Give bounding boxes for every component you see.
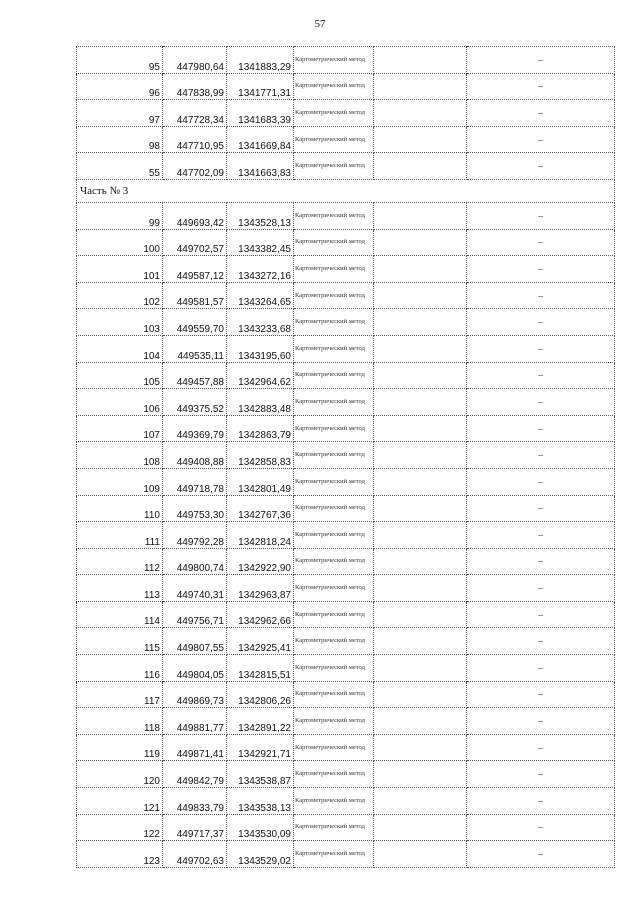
empty-cell — [374, 655, 467, 682]
dash-cell: – — [467, 522, 615, 549]
dash-cell: – — [467, 655, 615, 682]
empty-cell — [374, 468, 467, 495]
empty-cell — [374, 153, 467, 180]
point-number: 119 — [77, 734, 163, 761]
empty-cell — [374, 788, 467, 815]
method-cell: Картометрический метод — [294, 73, 374, 100]
x-coordinate: 449842,79 — [163, 761, 227, 788]
dash-cell: – — [467, 282, 615, 309]
empty-cell — [374, 362, 467, 389]
y-coordinate: 1342891,22 — [227, 708, 294, 735]
x-coordinate: 447980,64 — [163, 47, 227, 74]
dash-cell: – — [467, 761, 615, 788]
empty-cell — [374, 442, 467, 469]
y-coordinate: 1342964,62 — [227, 362, 294, 389]
table-row — [77, 708, 615, 735]
method-cell: Картометрический метод — [294, 788, 374, 815]
point-number: 101 — [77, 256, 163, 283]
y-coordinate: 1342815,51 — [227, 655, 294, 682]
section-row — [77, 179, 615, 202]
method-cell: Картометрический метод — [294, 282, 374, 309]
table-row — [77, 575, 615, 602]
point-number: 97 — [77, 100, 163, 127]
method-cell: Картометрический метод — [294, 202, 374, 229]
y-coordinate: 1342883,48 — [227, 389, 294, 416]
empty-cell — [374, 522, 467, 549]
point-number: 95 — [77, 47, 163, 74]
x-coordinate: 449693,42 — [163, 202, 227, 229]
empty-cell — [374, 548, 467, 575]
point-number: 120 — [77, 761, 163, 788]
dash-cell: – — [467, 708, 615, 735]
x-coordinate: 447728,34 — [163, 100, 227, 127]
point-number: 102 — [77, 282, 163, 309]
empty-cell — [374, 575, 467, 602]
dash-cell: – — [467, 601, 615, 628]
table-row — [77, 814, 615, 841]
y-coordinate: 1341771,31 — [227, 73, 294, 100]
table-row — [77, 362, 615, 389]
dash-cell: – — [467, 126, 615, 153]
x-coordinate: 449581,57 — [163, 282, 227, 309]
table-row — [77, 126, 615, 153]
empty-cell — [374, 335, 467, 362]
method-cell: Картометрический метод — [294, 734, 374, 761]
y-coordinate: 1341683,39 — [227, 100, 294, 127]
table-row — [77, 282, 615, 309]
empty-cell — [374, 734, 467, 761]
dash-cell: – — [467, 841, 615, 868]
dash-cell: – — [467, 814, 615, 841]
point-number: 109 — [77, 468, 163, 495]
y-coordinate: 1342921,71 — [227, 734, 294, 761]
table-row — [77, 468, 615, 495]
method-cell: Картометрический метод — [294, 575, 374, 602]
y-coordinate: 1341669,84 — [227, 126, 294, 153]
empty-cell — [374, 309, 467, 336]
dash-cell: – — [467, 202, 615, 229]
x-coordinate: 449408,88 — [163, 442, 227, 469]
method-cell: Картометрический метод — [294, 153, 374, 180]
x-coordinate: 449559,70 — [163, 309, 227, 336]
x-coordinate: 449457,88 — [163, 362, 227, 389]
y-coordinate: 1342767,36 — [227, 495, 294, 522]
dash-cell: – — [467, 389, 615, 416]
dash-cell: – — [467, 734, 615, 761]
x-coordinate: 449804,05 — [163, 655, 227, 682]
x-coordinate: 449753,30 — [163, 495, 227, 522]
method-cell: Картометрический метод — [294, 335, 374, 362]
empty-cell — [374, 389, 467, 416]
empty-cell — [374, 601, 467, 628]
point-number: 98 — [77, 126, 163, 153]
y-coordinate: 1342962,66 — [227, 601, 294, 628]
table-row — [77, 655, 615, 682]
point-number: 123 — [77, 841, 163, 868]
point-number: 99 — [77, 202, 163, 229]
dash-cell: – — [467, 575, 615, 602]
method-cell: Картометрический метод — [294, 601, 374, 628]
empty-cell — [374, 708, 467, 735]
empty-cell — [374, 814, 467, 841]
x-coordinate: 449800,74 — [163, 548, 227, 575]
empty-cell — [374, 681, 467, 708]
table-row — [77, 389, 615, 416]
method-cell: Картометрический метод — [294, 256, 374, 283]
method-cell: Картометрический метод — [294, 389, 374, 416]
dash-cell: – — [467, 47, 615, 74]
table-row — [77, 734, 615, 761]
y-coordinate: 1343272,16 — [227, 256, 294, 283]
point-number: 105 — [77, 362, 163, 389]
y-coordinate: 1343264,65 — [227, 282, 294, 309]
point-number: 117 — [77, 681, 163, 708]
empty-cell — [374, 282, 467, 309]
point-number: 112 — [77, 548, 163, 575]
dash-cell: – — [467, 73, 615, 100]
x-coordinate: 449756,71 — [163, 601, 227, 628]
y-coordinate: 1342925,41 — [227, 628, 294, 655]
y-coordinate: 1343382,45 — [227, 229, 294, 256]
x-coordinate: 449718,78 — [163, 468, 227, 495]
y-coordinate: 1341663,83 — [227, 153, 294, 180]
empty-cell — [374, 126, 467, 153]
empty-cell — [374, 628, 467, 655]
y-coordinate: 1342963,87 — [227, 575, 294, 602]
method-cell: Картометрический метод — [294, 522, 374, 549]
x-coordinate: 447710,95 — [163, 126, 227, 153]
point-number: 121 — [77, 788, 163, 815]
table-row — [77, 415, 615, 442]
dash-cell: – — [467, 362, 615, 389]
dash-cell: – — [467, 335, 615, 362]
x-coordinate: 449740,31 — [163, 575, 227, 602]
x-coordinate: 449375,52 — [163, 389, 227, 416]
method-cell: Картометрический метод — [294, 126, 374, 153]
empty-cell — [374, 100, 467, 127]
method-cell: Картометрический метод — [294, 761, 374, 788]
table-row — [77, 47, 615, 74]
x-coordinate: 449587,12 — [163, 256, 227, 283]
point-number: 115 — [77, 628, 163, 655]
empty-cell — [374, 415, 467, 442]
table-row — [77, 153, 615, 180]
y-coordinate: 1343530,09 — [227, 814, 294, 841]
dash-cell: – — [467, 681, 615, 708]
point-number: 103 — [77, 309, 163, 336]
method-cell: Картометрический метод — [294, 841, 374, 868]
table-row — [77, 229, 615, 256]
section-title: Часть № 3 — [77, 179, 615, 202]
x-coordinate: 447838,99 — [163, 73, 227, 100]
table-row — [77, 522, 615, 549]
method-cell: Картометрический метод — [294, 628, 374, 655]
y-coordinate: 1342863,79 — [227, 415, 294, 442]
point-number: 107 — [77, 415, 163, 442]
table-row — [77, 335, 615, 362]
dash-cell: – — [467, 415, 615, 442]
x-coordinate: 449881,77 — [163, 708, 227, 735]
dash-cell: – — [467, 468, 615, 495]
table-row — [77, 761, 615, 788]
x-coordinate: 449792,28 — [163, 522, 227, 549]
empty-cell — [374, 256, 467, 283]
table-row — [77, 628, 615, 655]
method-cell: Картометрический метод — [294, 468, 374, 495]
dash-cell: – — [467, 442, 615, 469]
point-number: 111 — [77, 522, 163, 549]
dash-cell: – — [467, 309, 615, 336]
y-coordinate: 1343538,13 — [227, 788, 294, 815]
y-coordinate: 1342806,26 — [227, 681, 294, 708]
table-row — [77, 548, 615, 575]
method-cell: Картометрический метод — [294, 415, 374, 442]
x-coordinate: 449717,37 — [163, 814, 227, 841]
table-row — [77, 681, 615, 708]
method-cell: Картометрический метод — [294, 681, 374, 708]
point-number: 110 — [77, 495, 163, 522]
dash-cell: – — [467, 153, 615, 180]
dash-cell: – — [467, 548, 615, 575]
y-coordinate: 1343233,68 — [227, 309, 294, 336]
method-cell: Картометрический метод — [294, 100, 374, 127]
point-number: 96 — [77, 73, 163, 100]
point-number: 122 — [77, 814, 163, 841]
point-number: 55 — [77, 153, 163, 180]
x-coordinate: 449871,41 — [163, 734, 227, 761]
y-coordinate: 1342801,49 — [227, 468, 294, 495]
y-coordinate: 1343529,02 — [227, 841, 294, 868]
method-cell: Картометрический метод — [294, 495, 374, 522]
method-cell: Картометрический метод — [294, 47, 374, 74]
y-coordinate: 1341883,29 — [227, 47, 294, 74]
table-row — [77, 256, 615, 283]
method-cell: Картометрический метод — [294, 548, 374, 575]
y-coordinate: 1342818,24 — [227, 522, 294, 549]
table-row — [77, 309, 615, 336]
x-coordinate: 447702,09 — [163, 153, 227, 180]
dash-cell: – — [467, 628, 615, 655]
point-number: 104 — [77, 335, 163, 362]
table-row — [77, 442, 615, 469]
empty-cell — [374, 841, 467, 868]
table-row — [77, 73, 615, 100]
x-coordinate: 449807,55 — [163, 628, 227, 655]
empty-cell — [374, 202, 467, 229]
method-cell: Картометрический метод — [294, 309, 374, 336]
method-cell: Картометрический метод — [294, 362, 374, 389]
point-number: 113 — [77, 575, 163, 602]
point-number: 106 — [77, 389, 163, 416]
method-cell: Картометрический метод — [294, 442, 374, 469]
dash-cell: – — [467, 495, 615, 522]
point-number: 116 — [77, 655, 163, 682]
x-coordinate: 449535,11 — [163, 335, 227, 362]
x-coordinate: 449702,63 — [163, 841, 227, 868]
method-cell: Картометрический метод — [294, 814, 374, 841]
empty-cell — [374, 495, 467, 522]
method-cell: Картометрический метод — [294, 708, 374, 735]
empty-cell — [374, 73, 467, 100]
table-row — [77, 601, 615, 628]
empty-cell — [374, 229, 467, 256]
table-row — [77, 841, 615, 868]
table-row — [77, 202, 615, 229]
x-coordinate: 449869,73 — [163, 681, 227, 708]
point-number: 114 — [77, 601, 163, 628]
table-row — [77, 100, 615, 127]
point-number: 108 — [77, 442, 163, 469]
coordinates-table — [76, 46, 615, 868]
x-coordinate: 449702,57 — [163, 229, 227, 256]
y-coordinate: 1342922,90 — [227, 548, 294, 575]
table-row — [77, 495, 615, 522]
point-number: 118 — [77, 708, 163, 735]
y-coordinate: 1343528,13 — [227, 202, 294, 229]
dash-cell: – — [467, 229, 615, 256]
dash-cell: – — [467, 100, 615, 127]
point-number: 100 — [77, 229, 163, 256]
method-cell: Картометрический метод — [294, 229, 374, 256]
empty-cell — [374, 761, 467, 788]
y-coordinate: 1342858,83 — [227, 442, 294, 469]
dash-cell: – — [467, 256, 615, 283]
table-row — [77, 788, 615, 815]
dash-cell: – — [467, 788, 615, 815]
y-coordinate: 1343195,60 — [227, 335, 294, 362]
empty-cell — [374, 47, 467, 74]
page-number: 57 — [314, 18, 326, 30]
x-coordinate: 449833,79 — [163, 788, 227, 815]
method-cell: Картометрический метод — [294, 655, 374, 682]
y-coordinate: 1343538,87 — [227, 761, 294, 788]
x-coordinate: 449369,79 — [163, 415, 227, 442]
